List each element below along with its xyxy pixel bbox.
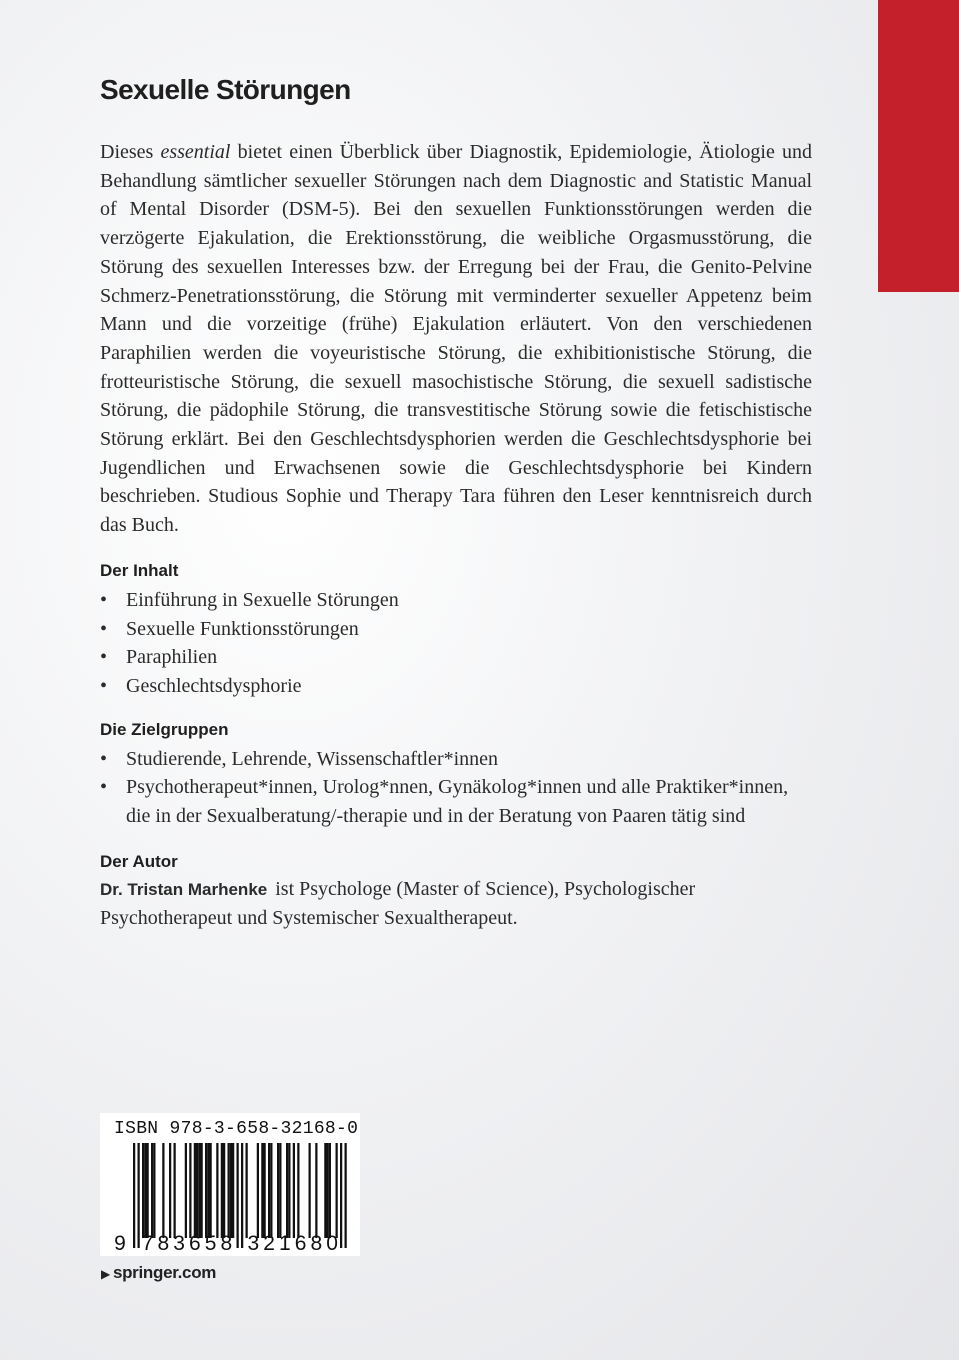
barcode-digit: 3 xyxy=(173,1232,185,1255)
barcode-bar xyxy=(257,1143,259,1238)
barcode-bar xyxy=(216,1143,218,1238)
barcode-bar xyxy=(228,1143,230,1238)
barcode-digit: 2 xyxy=(263,1232,275,1255)
barcode-bar xyxy=(169,1143,171,1238)
list-item: • Psychotherapeut*innen, Urolog*nnen, Gynäkolog*innen und alle Praktiker*innen, die in der Sexualberatung/-therapie und in der Beratung von Paaren tätig sind xyxy=(100,773,812,830)
list-item: • Paraphilien xyxy=(100,643,812,672)
barcode-bar xyxy=(327,1143,329,1238)
barcode-bar xyxy=(207,1143,209,1238)
barcode-bar xyxy=(329,1143,331,1238)
barcode-bar xyxy=(185,1143,187,1238)
description xyxy=(100,138,812,540)
barcode-bar xyxy=(196,1143,198,1238)
barcode-icon xyxy=(100,1113,360,1256)
barcode-bar xyxy=(277,1143,279,1238)
barcode-bar xyxy=(261,1143,263,1238)
barcode-bar xyxy=(201,1143,203,1238)
barcode-bar xyxy=(237,1143,239,1248)
author-name: Dr. Tristan Marhenke xyxy=(100,879,268,899)
barcode-bar xyxy=(279,1143,281,1238)
description-text-rest: bietet einen Überblick über Diagnostik, Epidemiologie, Ätiologie und Behandlung sämtlicher sexueller Störungen nach dem Diagnostic and Statistic Manual of Mental Disorder (DSM-5). Bei den sexuellen Funktionsstörungen werden die verzögerte Ejakulation, die Erektionsstörung, die weibliche Orgasmusstörung, die Störung des sexuellen Interesses bzw. der Erregung bei der Frau, die Genito-Pelvine Schmerz-Penetrationsstörung, die Störung mit verminderter sexueller Appetenz beim Mann und die vorzeitige (frühe) Ejakulation erläutert. Von den verschiedenen Paraphilien werden die voyeuristische Störung, die exhibitionistische Störung, die frotteuristische Störung, die sexuell masochistische Störung, die sexuell sadistische Störung, die pädophile Störung, die transvestitische Störung sowie die fetischistische Störung erklärt. Bei den Geschlechtsdysphorien werden die Geschlechtsdysphorie bei Jugendlichen und Erwachsenen sowie die Geschlechtsdysphorie bei Kindern beschrieben. Studious Sophie und Therapy Tara führen den Leser kenntnisreich durch das Buch. xyxy=(100,141,812,537)
barcode-digit: 8 xyxy=(157,1232,170,1255)
barcode-digit: 6 xyxy=(294,1232,307,1255)
inhalt-list xyxy=(100,586,812,701)
barcode-digit: 9 xyxy=(114,1232,126,1255)
author-text: ist Psychologe (Master of Science), Psychologischer Psychotherapeut und Systemischer Sexualtherapeut. xyxy=(100,877,696,930)
barcode-digit: 1 xyxy=(279,1232,291,1255)
description-text-start: Dieses xyxy=(100,141,161,163)
barcode-bar xyxy=(142,1143,144,1238)
isbn-barcode xyxy=(100,1113,360,1256)
barcode-bar xyxy=(288,1143,290,1238)
back-cover-content xyxy=(100,70,812,933)
list-item: • Geschlechtsdysphorie xyxy=(100,672,812,701)
publisher-link[interactable] xyxy=(101,1263,216,1283)
barcode-digit: 8 xyxy=(220,1232,233,1255)
barcode-bar xyxy=(297,1143,299,1238)
barcode-bar xyxy=(246,1143,248,1238)
barcode-digit: 8 xyxy=(310,1232,323,1255)
barcode-bar xyxy=(336,1143,338,1238)
barcode-bar xyxy=(340,1143,342,1248)
barcode-digit: 6 xyxy=(189,1232,201,1255)
barcode-bar xyxy=(194,1143,196,1238)
author-bio xyxy=(100,875,812,933)
barcode-bar xyxy=(270,1143,272,1238)
heading-inhalt: Der Inhalt xyxy=(100,560,179,580)
isbn-label: ISBN 978-3-658-32168-0 xyxy=(114,1119,359,1139)
barcode-bar xyxy=(232,1143,234,1238)
barcode-bar xyxy=(151,1143,153,1238)
barcode-digit: 3 xyxy=(247,1232,260,1255)
list-item: • Studierende, Lehrende, Wissenschaftler*innen xyxy=(100,745,812,774)
zielgruppen-list xyxy=(100,745,812,831)
barcode-bar xyxy=(223,1143,225,1238)
barcode-bar xyxy=(144,1143,146,1238)
barcode-bar xyxy=(221,1143,223,1238)
barcode-bar xyxy=(264,1143,266,1238)
barcode-bar xyxy=(205,1143,207,1238)
barcode-digit: 5 xyxy=(204,1232,217,1255)
barcode-bar xyxy=(210,1143,212,1238)
accent-red-bar xyxy=(878,0,959,292)
barcode-bar xyxy=(309,1143,311,1238)
publisher-link-text: springer.com xyxy=(112,1263,217,1282)
barcode-bar xyxy=(286,1143,288,1238)
barcode-bar xyxy=(174,1143,176,1238)
barcode-bar xyxy=(293,1143,295,1238)
barcode-digit: 0 xyxy=(326,1232,338,1255)
list-item: • Sexuelle Funktionsstörungen xyxy=(100,615,812,644)
barcode-bar xyxy=(189,1143,191,1238)
barcode-bar xyxy=(162,1143,164,1238)
barcode-bar xyxy=(147,1143,149,1238)
barcode-bar xyxy=(268,1143,270,1238)
triangle-right-icon: ▶ xyxy=(101,1267,110,1281)
barcode-bar xyxy=(230,1143,232,1238)
barcode-bar xyxy=(241,1143,243,1248)
barcode-bar xyxy=(198,1143,200,1238)
barcode-bar xyxy=(315,1143,317,1238)
list-item: • Einführung in Sexuelle Störungen xyxy=(100,586,812,615)
barcode-bar xyxy=(133,1143,135,1248)
heading-autor: Der Autor xyxy=(100,851,178,871)
heading-zielgruppen: Die Zielgruppen xyxy=(100,719,229,739)
barcode-bar xyxy=(138,1143,140,1248)
barcode-bar xyxy=(345,1143,347,1248)
book-title: Sexuelle Störungen xyxy=(100,74,351,105)
description-emphasis: essential xyxy=(160,141,231,163)
barcode-bar xyxy=(324,1143,326,1238)
barcode-digit: 7 xyxy=(141,1232,154,1255)
barcode-bar xyxy=(153,1143,155,1238)
